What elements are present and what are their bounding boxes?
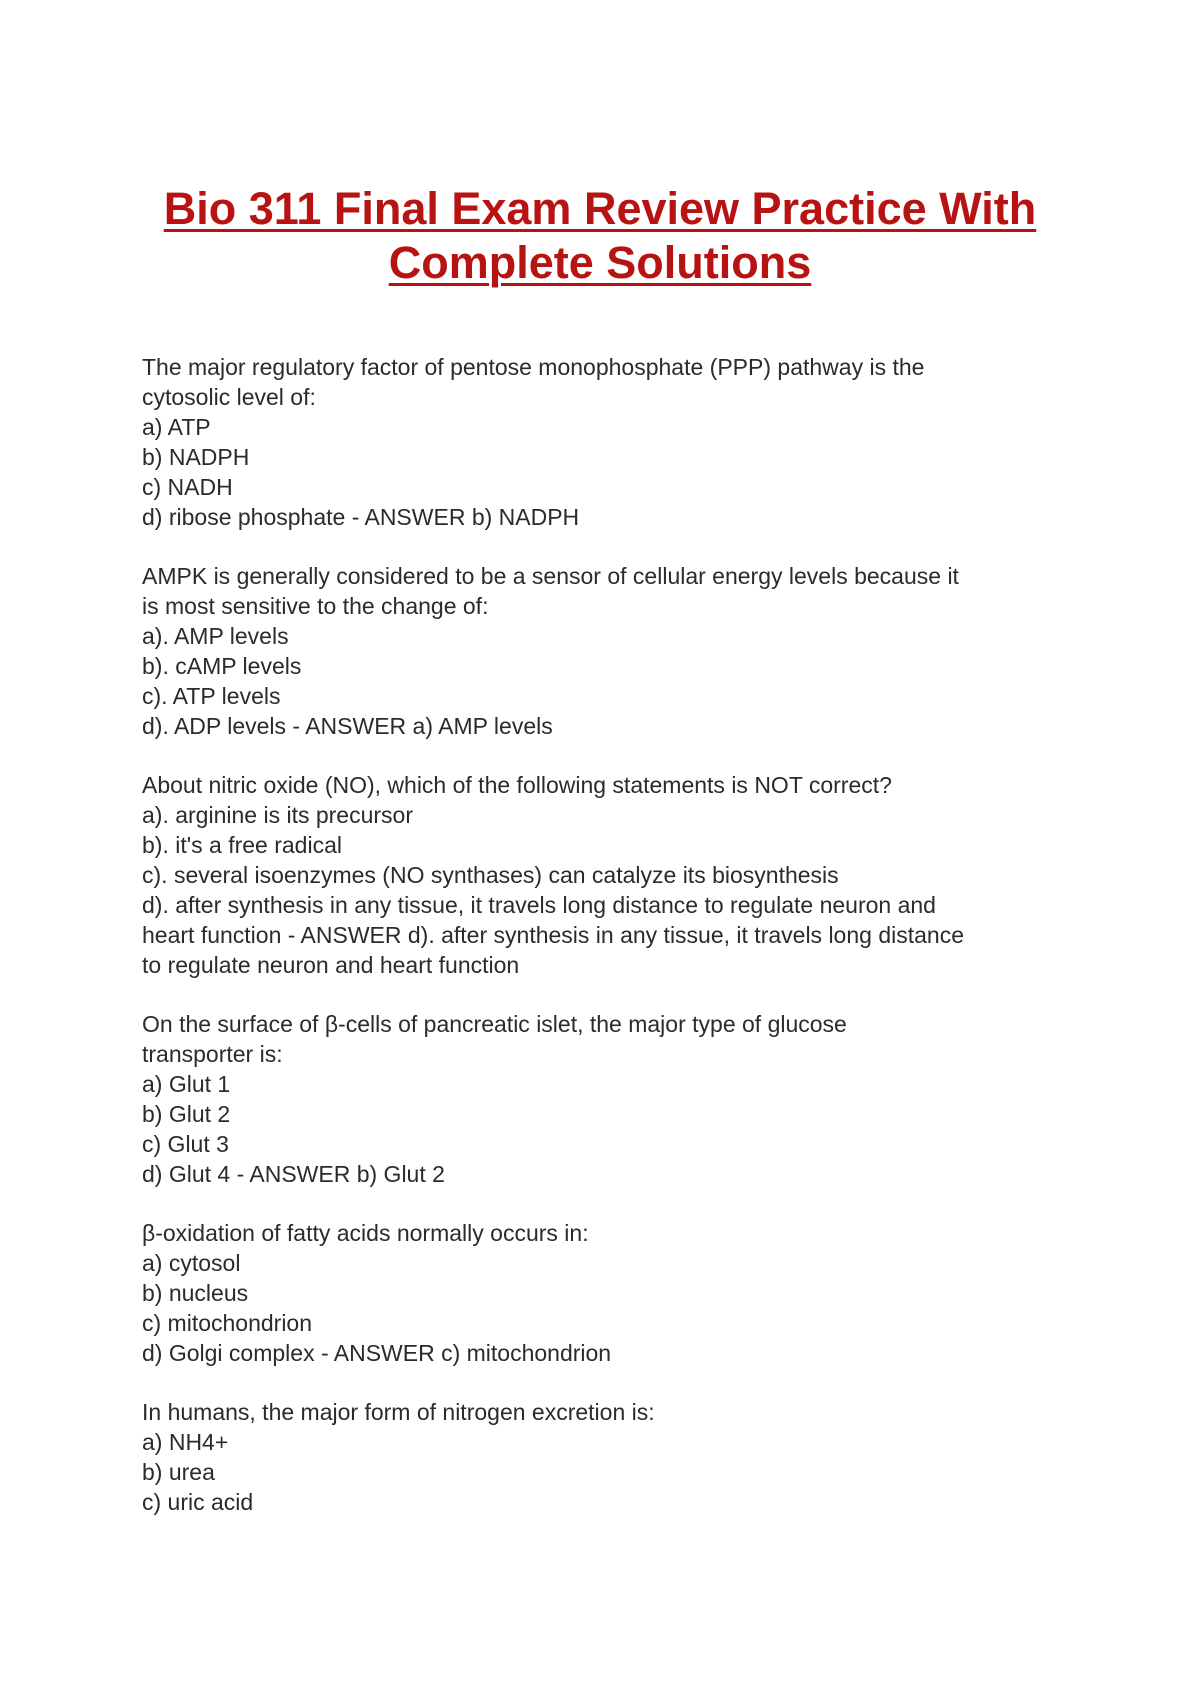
answer-option: a) Glut 1 [142, 1071, 231, 1097]
question-list [142, 352, 1082, 1546]
answer-option: c) NADH [142, 474, 233, 500]
answer-option-with-answer: d) ribose phosphate - ANSWER b) NADPH [142, 504, 580, 530]
answer-option: c). several isoenzymes (NO synthases) can catalyze its biosynthesis [142, 862, 839, 888]
question-text: The major regulatory factor of pentose monophosphate (PPP) pathway is the [142, 354, 925, 380]
answer-option-with-answer: heart function - ANSWER d). after synthesis in any tissue, it travels long distance [142, 922, 964, 948]
answer-option: a) cytosol [142, 1250, 241, 1276]
question-1 [142, 352, 1082, 532]
answer-option: c) Glut 3 [142, 1131, 229, 1157]
answer-option: b) NADPH [142, 444, 250, 470]
answer-option-with-answer: d). ADP levels - ANSWER a) AMP levels [142, 713, 553, 739]
answer-option: b) urea [142, 1459, 215, 1485]
answer-option: c) uric acid [142, 1489, 254, 1515]
answer-option: b) Glut 2 [142, 1101, 231, 1127]
question-text: AMPK is generally considered to be a sensor of cellular energy levels because it [142, 563, 959, 589]
question-5 [142, 1218, 1082, 1368]
question-6 [142, 1397, 1082, 1517]
question-text: About nitric oxide (NO), which of the following statements is NOT correct? [142, 772, 892, 798]
document-title [100, 182, 1100, 290]
question-4 [142, 1009, 1082, 1189]
answer-option: d). after synthesis in any tissue, it travels long distance to regulate neuron and [142, 892, 936, 918]
answer-option-with-answer: d) Glut 4 - ANSWER b) Glut 2 [142, 1161, 445, 1187]
answer-option: a) NH4+ [142, 1429, 229, 1455]
answer-option: a) ATP [142, 414, 211, 440]
answer-option-with-answer: d) Golgi complex - ANSWER c) mitochondrion [142, 1340, 612, 1366]
question-text: transporter is: [142, 1041, 283, 1067]
answer-option: a). AMP levels [142, 623, 289, 649]
answer-text: to regulate neuron and heart function [142, 952, 520, 978]
question-2 [142, 561, 1082, 741]
answer-option: b). it's a free radical [142, 832, 342, 858]
title-line-2: Complete Solutions [388, 237, 812, 288]
title-line-1: Bio 311 Final Exam Review Practice With [163, 183, 1037, 234]
question-text: In humans, the major form of nitrogen excretion is: [142, 1399, 655, 1425]
answer-option: c). ATP levels [142, 683, 281, 709]
question-text: cytosolic level of: [142, 384, 316, 410]
question-3 [142, 770, 1082, 980]
question-text: β-oxidation of fatty acids normally occurs in: [142, 1220, 589, 1246]
answer-option: b) nucleus [142, 1280, 249, 1306]
answer-option: a). arginine is its precursor [142, 802, 413, 828]
answer-option: c) mitochondrion [142, 1310, 313, 1336]
question-text: is most sensitive to the change of: [142, 593, 489, 619]
answer-option: b). cAMP levels [142, 653, 302, 679]
question-text: On the surface of β-cells of pancreatic islet, the major type of glucose [142, 1011, 847, 1037]
